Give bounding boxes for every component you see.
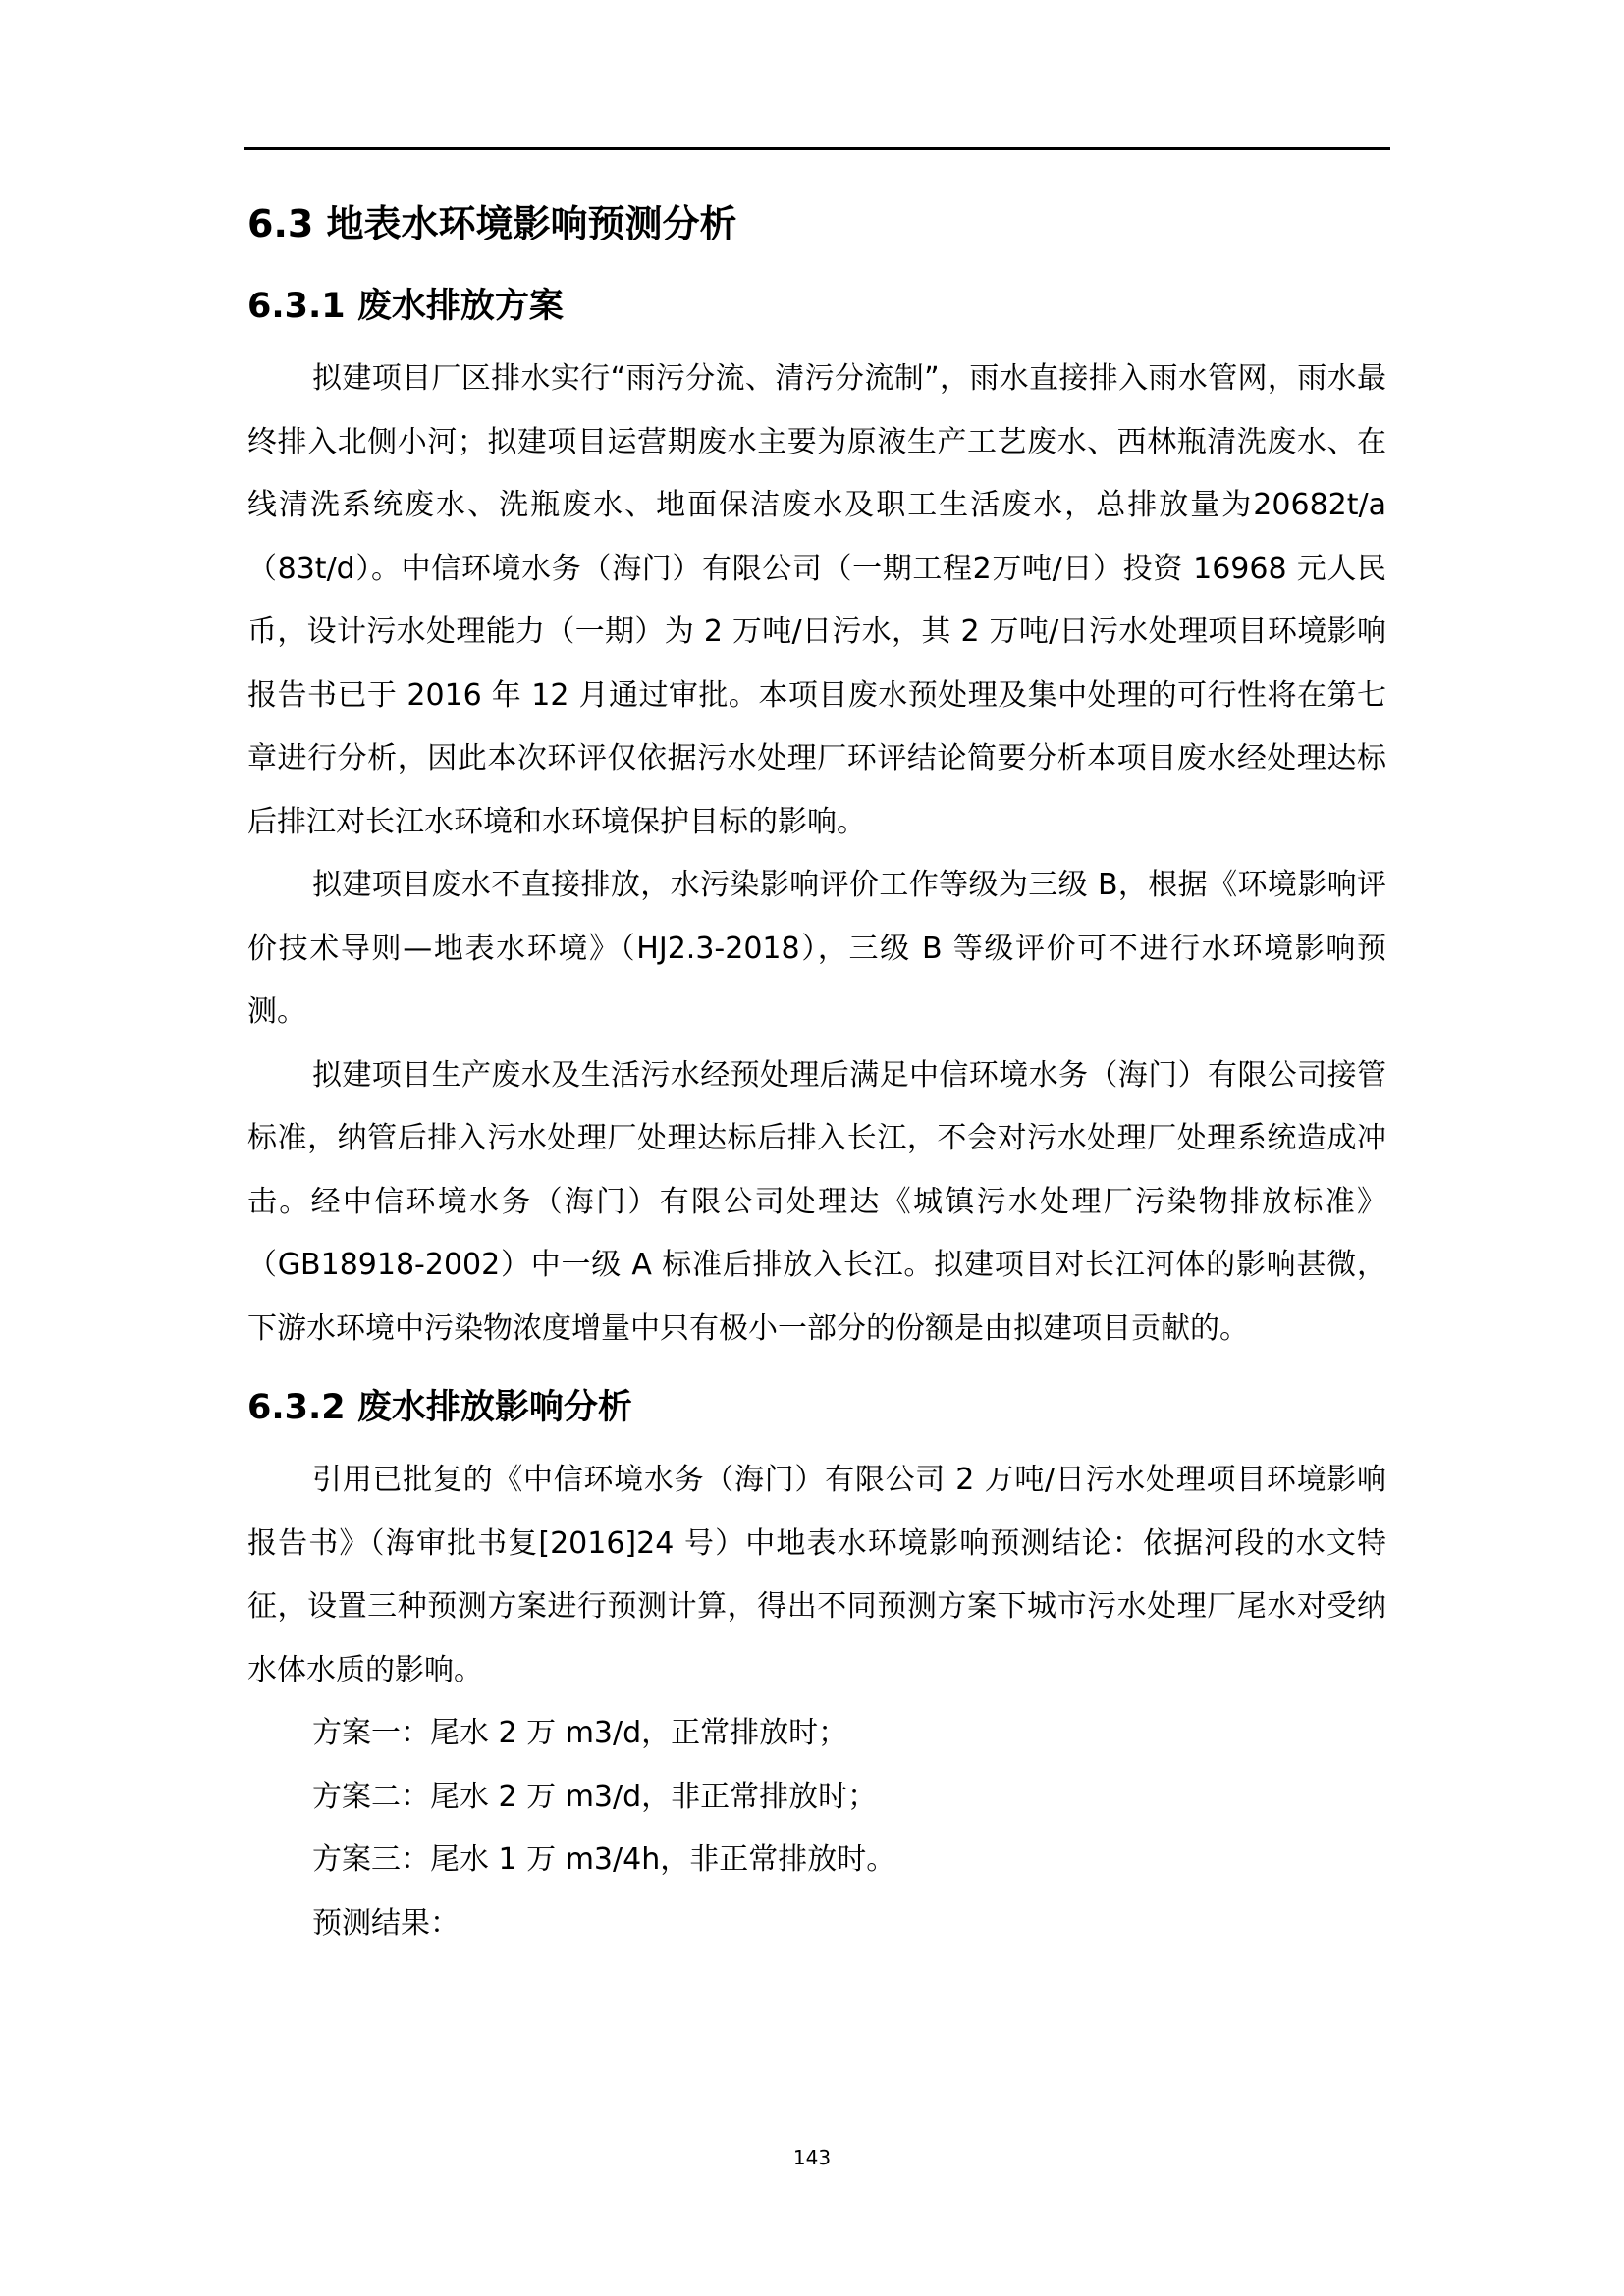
page-content (247, 183, 1386, 1955)
paragraph: 拟建项目生产废水及生活污水经预处理后满足中信环境水务（海门）有限公司接管标准，纳管后排入污水处理厂处理达标后排入长江，不会对污水处理厂处理系统造成冲击。经中信环境水务（海门）有限公司处理达《城镇污水处理厂污染物排放标准》（GB18918-2002）中一级 A 标准后排放入长江。拟建项目对长江河体的影响甚微，下游水环境中污染物浓度增量中只有极小一部分的份额是由拟建项目贡献的。 (247, 1057, 1386, 1346)
scheme-item: 方案三：尾水 1 万 m3/4h，非正常排放时。 (312, 1842, 896, 1877)
paragraph: 拟建项目废水不直接排放，水污染影响评价工作等级为三级 B，根据《环境影响评价技术导则—地表水环境》（HJ2.3-2018），三级 B 等级评价可不进行水环境影响预测。 (247, 868, 1386, 1029)
header-rule (244, 147, 1390, 150)
subsection-heading-2: 6.3.2 废水排放影响分析 (247, 1388, 632, 1427)
scheme-item: 方案二：尾水 2 万 m3/d，非正常排放时； (312, 1779, 878, 1814)
page-number: 143 (792, 2146, 832, 2169)
paragraph: 引用已批复的《中信环境水务（海门）有限公司 2 万吨/日污水处理项目环境影响报告书》（海审批书复[2016]24 号）中地表水环境影响预测结论：依据河段的水文特征，设置三种预测方案进行预测计算，得出不同预测方案下城市污水处理厂尾水对受纳水体水质的影响。 (247, 1463, 1386, 1687)
scheme-item: 方案一：尾水 2 万 m3/d，正常排放时； (312, 1716, 848, 1750)
paragraph: 预测结果： (312, 1905, 460, 1941)
section-heading: 6.3 地表水环境影响预测分析 (247, 202, 737, 245)
subsection-heading-1: 6.3.1 废水排放方案 (247, 287, 564, 326)
paragraph: 拟建项目厂区排水实行“雨污分流、清污分流制”，雨水直接排入雨水管网，雨水最终排入北侧小河；拟建项目运营期废水主要为原液生产工艺废水、西林瓶清洗废水、在线清洗系统废水、洗瓶废水、地面保洁废水及职工生活废水，总排放量为20682t/a（83t/d）。中信环境水务（海门）有限公司（一期工程2万吨/日）投资 16968 元人民币，设计污水处理能力（一期）为 2 万吨/日污水，其 2 万吨/日污水处理项目环境影响报告书已于 2016 年 12 月通过审批。本项目废水预处理及集中处理的可行性将在第七章进行分析，因此本次环评仅依据污水处理厂环评结论简要分析本项目废水经处理达标后排江对长江水环境和水环境保护目标的影响。 (247, 361, 1386, 839)
